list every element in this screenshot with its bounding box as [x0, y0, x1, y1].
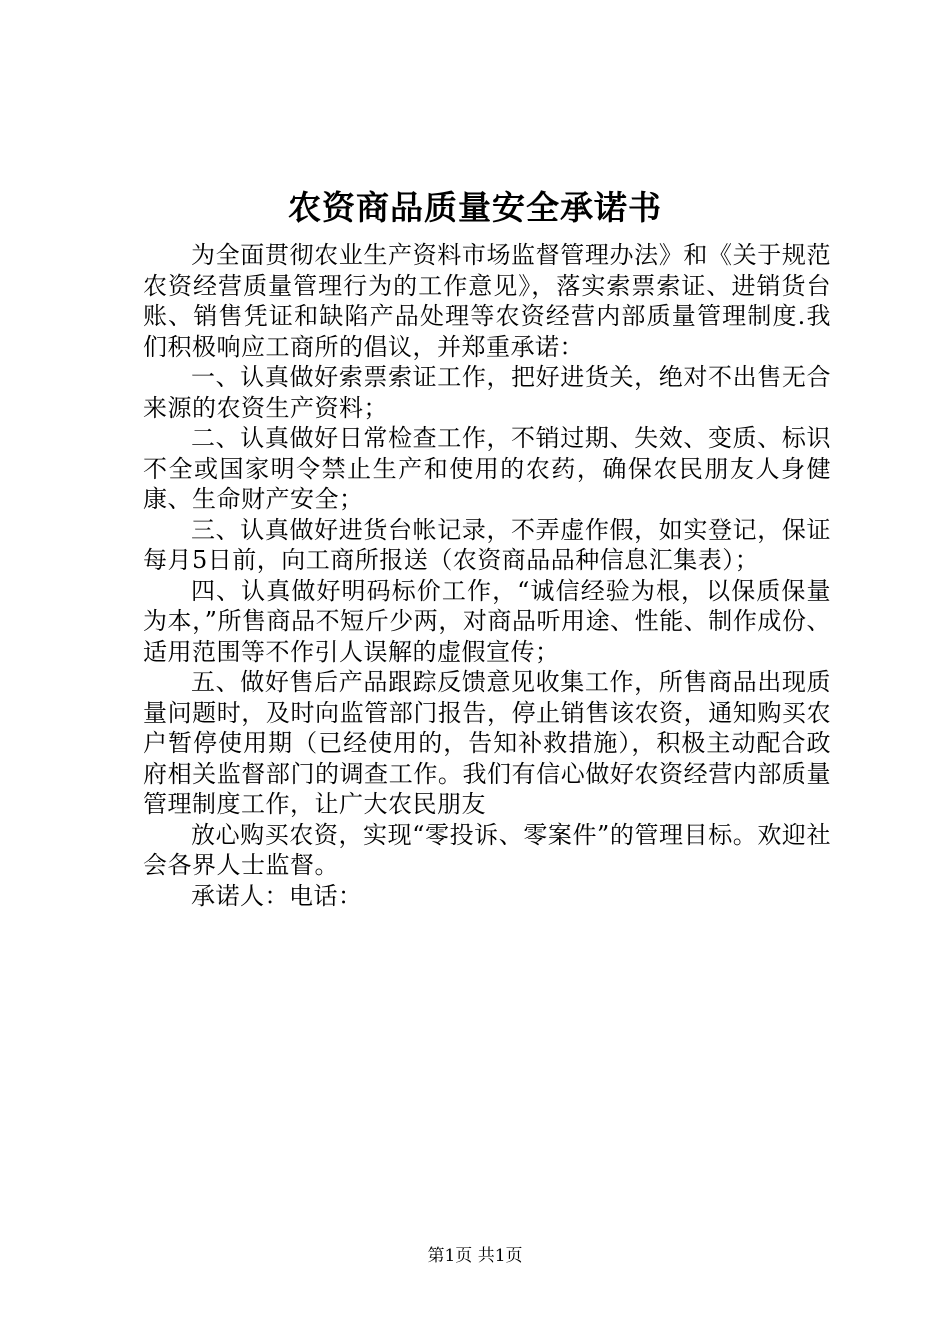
intro-paragraph: 为全面贯彻农业生产资料市场监督管理办法》和《关于规范农资经营质量管理行为的工作意见》，落实索票索证、进销货台账、销售凭证和缺陷产品处理等农资经营内部质量管理制度.我们积极响应工商所的倡议，并郑重承诺：: [143, 241, 831, 361]
document-body: [143, 240, 831, 911]
commitment-item-4: 四、认真做好明码标价工作，“诚信经验为根，以保质保量为本，”所售商品不短斤少两，对商品听用途、性能、制作成份、适用范围等不作引人误解的虚假宣传；: [143, 576, 831, 666]
commitment-item-3: 三、认真做好进货台帐记录，不弄虚作假，如实登记，保证每月5日前，向工商所报送（农资商品品种信息汇集表）；: [143, 515, 831, 574]
commitment-item-5: 五、做好售后产品跟踪反馈意见收集工作，所售商品出现质量问题时，及时向监管部门报告，停止销售该农资，通知购买农户暂停使用期（已经使用的，告知补救措施），积极主动配合政府相关监督部门的调查工作。我们有信心做好农资经营内部质量管理制度工作，让广大农民朋友: [143, 668, 831, 818]
commitment-item-1: 一、认真做好索票索证工作，把好进货关，绝对不出售无合来源的农资生产资料；: [143, 363, 831, 422]
page-number-footer: 第1页 共1页: [427, 1246, 523, 1266]
document-title: 农资商品质量安全承诺书: [288, 188, 662, 227]
closing-paragraph: 放心购买农资，实现“零投诉、零案件”的管理目标。欢迎社会各界人士监督。: [143, 820, 831, 879]
commitment-item-2: 二、认真做好日常检查工作，不销过期、失效、变质、标识不全或国家明令禁止生产和使用的农药，确保农民朋友人身健康、生命财产安全；: [143, 424, 831, 513]
signature-line: 承诺人：电话：: [191, 881, 363, 910]
